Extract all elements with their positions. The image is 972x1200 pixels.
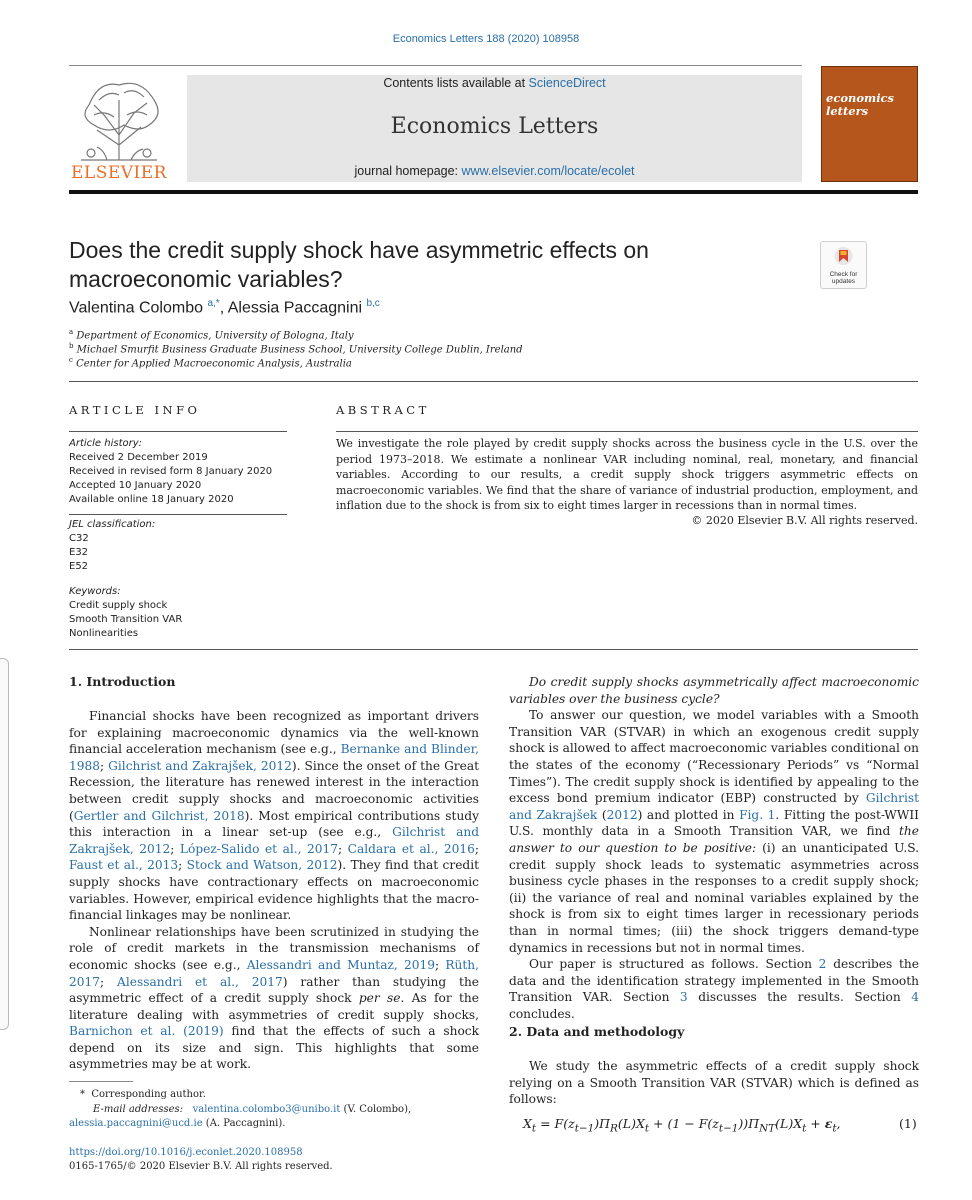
body-divider <box>69 649 918 650</box>
intro-paragraph-2 <box>69 924 479 1073</box>
affiliations-divider <box>69 381 918 382</box>
journal-reference[interactable]: Economics Letters 188 (2020) 108958 <box>392 33 580 45</box>
history-revised: Received in revised form 8 January 2020 <box>69 466 273 477</box>
footnote-emails <box>93 1103 411 1117</box>
text-run: per se <box>358 991 401 1006</box>
abstract-heading: ABSTRACT <box>336 403 430 417</box>
affiliation-b <box>69 342 523 355</box>
citation-link[interactable]: 2 <box>818 957 827 972</box>
article-title <box>69 236 759 294</box>
footnote-emails-2 <box>69 1117 285 1131</box>
citation-link[interactable]: Barnichon et al. (2019) <box>69 1024 224 1039</box>
text-run: Our paper is structured as follows. Section <box>529 957 819 972</box>
abstract-rule <box>336 431 918 432</box>
corresponding-author-label: Corresponding author. <box>91 1089 206 1100</box>
text-run: ( <box>597 807 607 822</box>
bookmark-icon <box>821 242 866 270</box>
history-online: Available online 18 January 2020 <box>69 494 234 505</box>
jel-code: E52 <box>69 561 89 572</box>
homepage-link[interactable]: www.elsevier.com/locate/ecolet <box>461 164 635 178</box>
text-run: ). Most empirical contributions study this interaction in a linear set-up (see e.g., <box>69 808 479 840</box>
history-accepted: Accepted 10 January 2020 <box>69 480 202 491</box>
abstract-copyright: © 2020 Elsevier B.V. All rights reserved. <box>691 514 918 527</box>
text-run: ; <box>435 957 446 972</box>
section-2-paragraph-1: We study the asymmetric effects of a credit supply shock relying on a Smooth Transition VAR (STVAR) which is defined as follows: <box>509 1059 919 1107</box>
author-1-affiliation[interactable]: a,* <box>207 298 220 309</box>
text-run: . Fitting the post-WWII U.S. monthly data in a Smooth Transition VAR, we find <box>509 807 919 839</box>
header-thick-rule <box>69 190 918 194</box>
abstract-text: We investigate the role played by credit supply shocks across the business cycle in the U.S. over the period 1973–2018. We estimate a nonlinear VAR including nominal, real, monetary, and financial variables. According to our results, a credit supply shock triggers asymmetric effects on macroeconomic variables. We find that the share of variance of industrial production, employment, and inflation due to the shock is from six to eight times larger in recessions than in normal times. <box>336 437 918 512</box>
affiliation-a-text: Department of Economics, University of Bologna, Italy <box>76 330 354 342</box>
citation-link[interactable]: Caldara et al., 2016 <box>347 841 475 856</box>
citation-link[interactable]: 3 <box>679 990 688 1005</box>
text-run: ). Since the onset of the Great Recession, the literature has renewed interest in the interaction between credit supply shocks and macroeconomic activities ( <box>69 758 480 823</box>
contents-line <box>187 76 802 90</box>
badge-line-1: Check for <box>829 271 858 278</box>
citation-link[interactable]: 4 <box>911 990 919 1005</box>
side-scroll-handle[interactable] <box>0 658 9 1030</box>
journal-cover <box>821 66 918 182</box>
text-run: ) rather than studying the asymmetric effect of a credit supply shock <box>69 974 479 1006</box>
keywords <box>69 585 182 641</box>
text-run: ; <box>100 974 118 989</box>
text-run: concludes. <box>509 1006 575 1021</box>
equation-1: $X_t = F(z_{t-1})\Pi_R(L)X_t + (1 - F(z_{t-1}))\Pi_{NT}(L)X_t + \varepsilon_t$, <box>523 1116 841 1135</box>
citation-link[interactable]: Gilchrist and Zakrajšek, 2012 <box>69 825 480 856</box>
article-info-rule-1 <box>69 431 287 432</box>
keyword: Nonlinearities <box>69 628 139 639</box>
author-separator: , <box>219 299 228 317</box>
left-column <box>69 708 479 1073</box>
right-column <box>509 674 919 1022</box>
intro-paragraph-4 <box>509 956 919 1022</box>
journal-title: Economics Letters <box>390 114 599 139</box>
citation-link[interactable]: 2012 <box>606 807 638 822</box>
citation-link[interactable]: Gilchrist and Zakrajšek <box>509 791 919 822</box>
research-question: Do credit supply shocks asymmetrically affect macroeconomic variables over the business cycle? <box>509 675 919 706</box>
journal-cover-title <box>826 92 894 118</box>
cover-line-1: economics <box>826 91 895 105</box>
intro-paragraph-1 <box>69 708 479 924</box>
text-run: discusses the results. Section <box>687 990 912 1005</box>
citation-link[interactable]: Fig. 1 <box>739 807 776 822</box>
text-run: ; <box>338 841 348 856</box>
publisher-name: ELSEVIER <box>71 163 167 183</box>
sciencedirect-link[interactable]: ScienceDirect <box>528 76 606 90</box>
footnote-star: * <box>80 1089 85 1100</box>
author-1: Valentina Colombo <box>69 299 204 317</box>
text-run: the answer to our question to be positive: <box>509 824 919 855</box>
email-link-colombo[interactable]: valentina.colombo3@unibo.it <box>192 1104 341 1115</box>
jel-code: E32 <box>69 547 89 558</box>
citation-link[interactable]: Stock and Watson, 2012 <box>186 858 338 873</box>
intro-paragraph-3 <box>509 707 919 956</box>
author-2: Alessia Paccagnini <box>227 299 363 317</box>
check-for-updates-label[interactable] <box>820 271 867 285</box>
affiliation-a-marker: a <box>69 328 74 336</box>
text-run: describes the data and the identification strategy implemented in the Smooth Transition VAR. Section <box>509 957 919 1005</box>
issn-copyright: 0165-1765/© 2020 Elsevier B.V. All rights reserved. <box>69 1161 333 1172</box>
doi-link[interactable]: https://doi.org/10.1016/j.econlet.2020.108958 <box>69 1147 303 1158</box>
article-info-rule-2 <box>69 514 287 515</box>
section-1-heading: 1. Introduction <box>69 674 176 689</box>
history-label: Article history: <box>69 438 143 449</box>
keyword: Credit supply shock <box>69 600 168 611</box>
citation-link[interactable]: Gertler and Gilchrist, 2018 <box>73 808 245 823</box>
citation-link[interactable]: Alessandri et al., 2017 <box>117 974 283 989</box>
badge-line-2: updates <box>831 278 856 285</box>
author-list <box>69 298 380 317</box>
text-run: ; <box>178 858 187 873</box>
affiliation-b-text: Michael Smurfit Business Graduate Business School, University College Dublin, Ireland <box>76 344 523 356</box>
email-owner-colombo: (V. Colombo), <box>340 1104 412 1115</box>
text-run: ). They find that credit supply shocks have contractionary effects on macroeconomic variables. However, empirical evidence highlights that the macro-financial linkages may be nonlinear. <box>69 858 480 923</box>
text-run: find that the effects of such a shock depend on its size and sign. This highlights that some asymmetries may be at work. <box>69 1024 479 1072</box>
text-run: (i) an unanticipated U.S. credit supply shock leads to systematic asymmetries across business cycle phases in the responses to a credit supply shock; (ii) the variance of real and nominal variables explained by the shock is from six to eight times larger in recessionary periods than in normal times; (iii) the shock triggers demand-type dynamics in recessions but not in normal times. <box>509 840 919 955</box>
text-run: To answer our question, we model variables with a Smooth Transition VAR (STVAR) in which an exogenous credit supply shock is allowed to affect macroeconomic variables conditional on the states of the economy (“Recessionary Periods” vs “Normal Times”). The credit supply shock is identified by appealing to the excess bond premium indicator (EBP) constructed by <box>509 708 919 806</box>
jel-code: C32 <box>69 533 89 544</box>
header-divider <box>69 65 802 66</box>
affiliation-c <box>69 356 352 369</box>
text-run: ; <box>100 758 109 773</box>
jel-classification <box>69 518 155 574</box>
affiliation-c-text: Center for Applied Macroeconomic Analysis, Australia <box>76 358 352 370</box>
email-label: E-mail addresses: <box>93 1104 184 1115</box>
citation-link[interactable]: Bernanke and Blinder, 1988 <box>69 742 479 773</box>
contents-prefix: Contents lists available at <box>383 76 529 90</box>
section-2-text <box>509 1058 919 1108</box>
keyword: Smooth Transition VAR <box>69 614 183 625</box>
homepage-prefix: journal homepage: <box>354 164 462 178</box>
keywords-label: Keywords: <box>69 586 121 597</box>
article-info-heading: ARTICLE INFO <box>69 403 201 417</box>
footnote-corresponding <box>80 1088 206 1102</box>
text-run: ) and plotted in <box>637 807 740 822</box>
text-run: ; <box>474 841 480 856</box>
text-run: Financial shocks have been recognized as important drivers for explaining macroeconomic dynamics via the well-known financial acceleration mechanism (see e.g., <box>69 709 479 757</box>
jel-label: JEL classification: <box>69 519 156 530</box>
title-line-1: Does the credit supply shock have asymmetric effects on <box>69 237 649 263</box>
citation-link[interactable]: López-Salido et al., 2017 <box>179 841 339 856</box>
affiliation-c-marker: c <box>69 356 73 364</box>
citation-link[interactable]: Alessandri and Muntaz, 2019 <box>246 957 435 972</box>
citation-link[interactable]: Faust et al., 2013 <box>69 858 179 873</box>
affiliation-b-marker: b <box>69 342 74 350</box>
history-received: Received 2 December 2019 <box>69 452 208 463</box>
author-2-affiliation[interactable]: b,c <box>366 298 380 309</box>
title-line-2: macroeconomic variables? <box>69 266 343 292</box>
citation-link[interactable]: Rüth, 2017 <box>69 957 479 989</box>
section-2-heading: 2. Data and methodology <box>509 1024 685 1039</box>
email-link-paccagnini[interactable]: alessia.paccagnini@ucd.ie <box>69 1118 203 1129</box>
text-run: Nonlinear relationships have been scrutinized in studying the role of credit markets in the transmission mechanisms of economic shocks (see e.g., <box>69 924 479 972</box>
article-history <box>69 437 272 507</box>
homepage-line <box>187 164 802 178</box>
equation-number: (1) <box>899 1116 917 1131</box>
affiliation-a <box>69 328 354 341</box>
cover-line-2: letters <box>826 104 869 118</box>
citation-link[interactable]: Gilchrist and Zakrajšek, 2012 <box>108 758 292 773</box>
text-run: ; <box>170 841 180 856</box>
text-run: . As for the literature dealing with asymmetries of credit supply shocks, <box>69 991 479 1022</box>
email-owner-paccagnini: (A. Paccagnini). <box>202 1118 286 1129</box>
footnote-rule <box>69 1081 133 1082</box>
